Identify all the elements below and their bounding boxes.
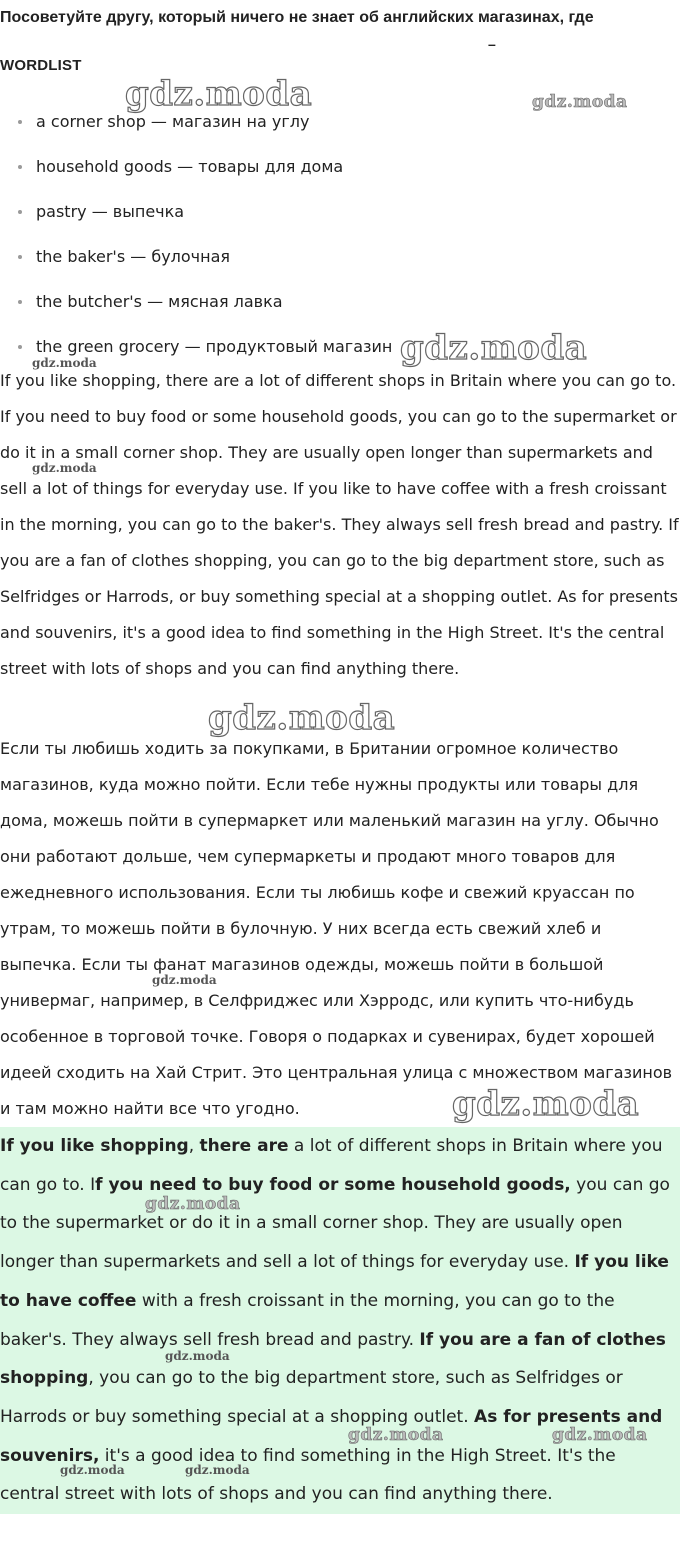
key-phrase: there are	[199, 1136, 289, 1156]
watermark-logo: gdz.moda	[532, 92, 628, 112]
wordlist-item: household goods — товары для дома	[0, 144, 392, 189]
wordlist-item: the green grocery — продуктовый магазин	[0, 324, 392, 369]
watermark-logo: gdz.moda	[152, 973, 217, 987]
watermark-logo: gdz.moda	[32, 461, 97, 475]
highlighted-answer-text	[0, 1127, 680, 1514]
watermark-logo: gdz.moda	[400, 328, 588, 368]
watermark-logo: gdz.moda	[145, 1194, 241, 1214]
key-phrase: If you like shopping	[0, 1136, 189, 1156]
wordlist-item: the butcher's — мясная лавка	[0, 279, 392, 324]
watermark-logo: gdz.moda	[552, 1425, 648, 1445]
watermark-logo: gdz.moda	[185, 1463, 250, 1477]
watermark-logo: gdz.moda	[165, 1349, 230, 1363]
text-fragment: with a fresh croissant in the morning, you can go to the baker's. They always sell fresh bread and pastry.	[0, 1290, 615, 1350]
text-fragment: ,	[188, 1136, 200, 1156]
russian-translation: Если ты любишь ходить за покупками, в Британии огромное количество магазинов, куда можно пойти. Если тебе нужны продукты или товары для дома, можешь пойти в супермаркет или маленький магазин на углу. Обычно они работают дольше, чем супермаркеты и продают много товаров для ежедневного использования. Если ты любишь кофе и свежий круассан по утрам, то можешь пойти в булочную. У них всегда есть свежий хлеб и выпечка. Если ты фанат магазинов одежды, можешь пойти в большой универмаг, например, в Селфриджес или Хэрродс, или купить что-нибудь особенное в торговой точке. Говоря о подарках и сувенирах, будет хорошей идеей сходить на Хай Стрит. Это центральная улица с множеством магазинов и там можно найти все что угодно.	[0, 739, 673, 1118]
watermark-logo: gdz.moda	[348, 1425, 444, 1445]
text-fragment: I	[90, 1174, 96, 1195]
key-phrase: As for presents and souvenirs,	[0, 1406, 663, 1466]
text-fragment: , you can go to the big department store, such as Selfridges or Harrods or buy something special at a shopping outlet.	[0, 1368, 623, 1427]
key-phrase: f you need to buy food or some household goods,	[95, 1174, 571, 1195]
english-text: If you like shopping, there are a lot of different shops in Britain where you can go to. If you need to buy food or some household goods, you can go to the supermarket or do it in a small corner shop. They are usually open longer than supermarkets and sell a lot of things for everyday use. If you like to have coffee with a fresh croissant in the morning, you can go to the baker's. They always sell fresh bread and pastry. If you are a fan of clothes shopping, you can go to the big department store, such as Selfridges or Harrods, or buy something special at a shopping outlet. As for presents and souvenirs, it's a good idea to find something in the High Street. It's the central street with lots of shops and you can find anything there.	[0, 371, 679, 678]
task-heading: Посоветуйте другу, который ничего не знает об английских магазинах, где	[0, 9, 594, 26]
watermark-logo: gdz.moda	[125, 74, 313, 114]
heading-dash: –	[488, 36, 496, 52]
watermark-logo: gdz.moda	[452, 1084, 640, 1124]
text-fragment: it's a good idea to find something in the High Street. It's the central street with lots of shops and you can find anything there.	[0, 1445, 616, 1505]
wordlist-item: the baker's — булочная	[0, 234, 392, 279]
wordlist-item: a corner shop — магазин на углу	[0, 99, 392, 144]
text-fragment: a lot of different shops in Britain where you can go to.	[0, 1136, 663, 1195]
text-fragment: you can go to the supermarket or do it in a small corner shop. They are usually open longer than supermarkets and sell a lot of things for everyday use.	[0, 1174, 670, 1273]
wordlist-title: WORDLIST	[0, 57, 82, 74]
key-phrase: If you are a fan of clothes shopping	[0, 1329, 666, 1389]
watermark-logo: gdz.moda	[208, 698, 396, 738]
watermark-logo: gdz.moda	[60, 1463, 125, 1477]
wordlist-item: pastry — выпечка	[0, 189, 392, 234]
key-phrase: If you like to have coffee	[0, 1252, 669, 1311]
wordlist	[0, 99, 392, 369]
watermark-logo: gdz.moda	[32, 356, 97, 370]
